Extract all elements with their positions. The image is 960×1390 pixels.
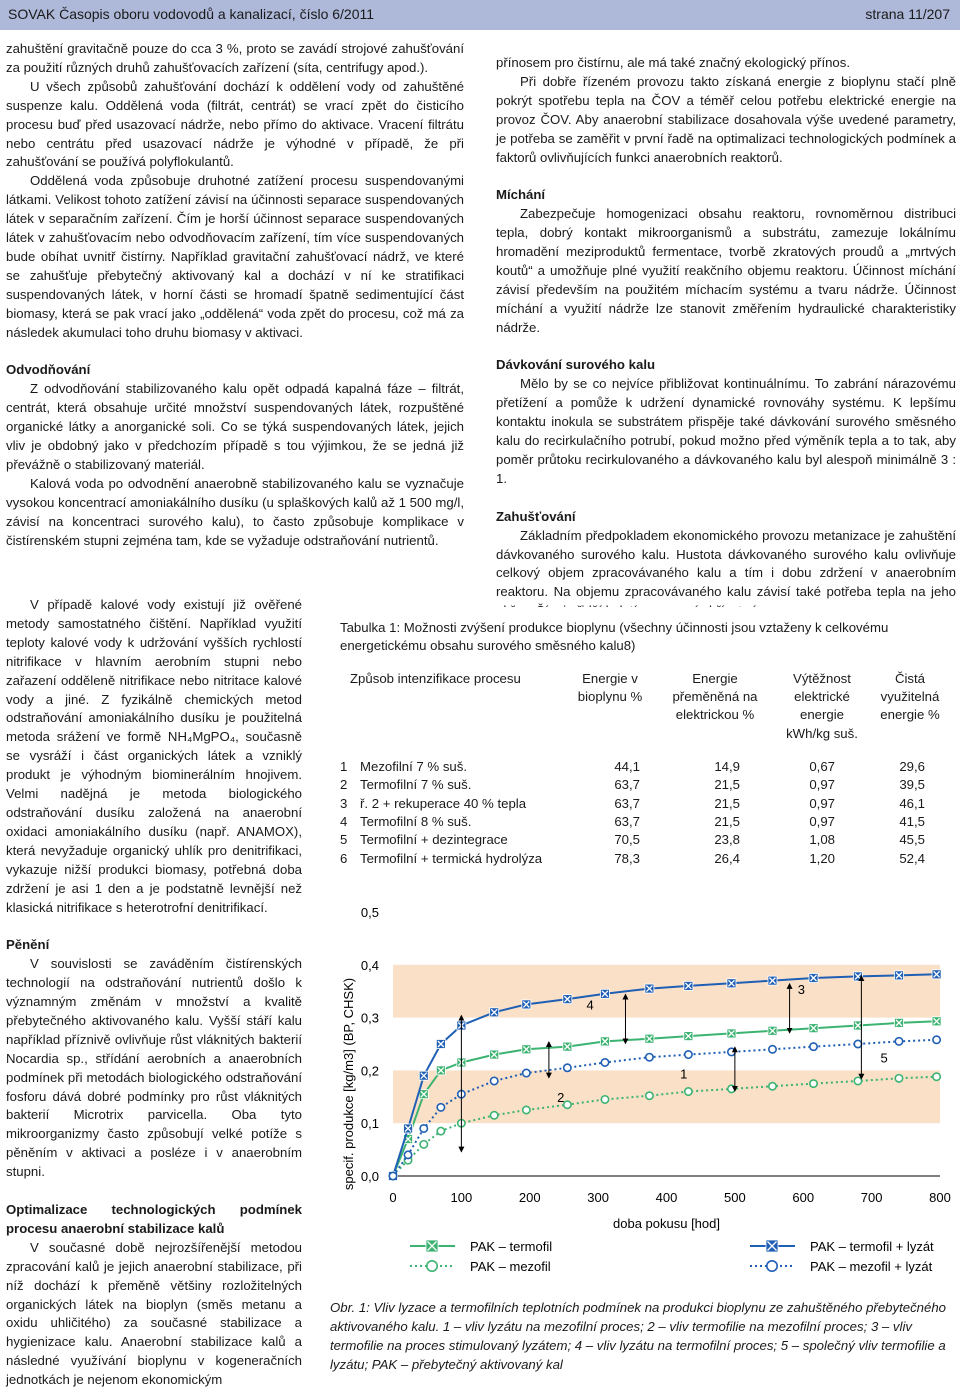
data-point <box>854 1040 861 1047</box>
data-point <box>767 1261 777 1271</box>
section-heading: Dávkování surového kalu <box>496 357 656 373</box>
data-point <box>728 1085 735 1092</box>
table-cell: 41,5 <box>899 813 925 829</box>
table-cell: 39,5 <box>899 777 925 793</box>
table-cell: 21,5 <box>714 777 740 793</box>
table-cell: 29,6 <box>899 759 925 774</box>
table-row <box>340 850 960 868</box>
x-axis-label: doba pokusu [hod] <box>613 1216 720 1231</box>
table-cell: 78,3 <box>614 850 640 866</box>
x-tick-label: 500 <box>724 1190 746 1205</box>
data-point <box>646 1092 653 1099</box>
table-cell: 2 <box>340 777 348 793</box>
figure-caption: Obr. 1: Vliv lyzace a termofilních teplotních podmínek na produkci bioplynu ze zahuštěného přebytečného aktivovaného kalu. 1 – vliv lyzátu na mezofilní proces; 2 – vliv termofilie na mezofilní proces; 3 – vliv termofilie na proces stimulovaný lyzátem; 4 – vliv lyzátu na termofilní proces; 5 – společný vliv termofilie a lyzátu; PAK – přebytečný aktivovaný kal <box>330 1300 947 1372</box>
annotation-label: 1 <box>680 1066 688 1082</box>
table-cell: 1,08 <box>809 832 835 848</box>
data-point <box>895 1038 902 1045</box>
table-cell: 63,7 <box>614 795 640 811</box>
table-cell: 0,67 <box>809 759 835 774</box>
page-header <box>0 0 960 30</box>
section-heading: Optimalizace technologických podmínek procesu anaerobní stabilizace kalů <box>6 1201 302 1236</box>
paragraph: Kalová voda po odvodnění anaerobně stabilizovaného kalu se vyznačuje vysokou koncentrací amoniakálního dusíku (u splaškových kalů až 1 500 mg/l, závisí na koncentraci surového kalu), to často způsobuje komplikace v čistírenském stupni zejména tam, kde se vyžaduje odstraňování nutrientů. <box>6 475 464 548</box>
data-point <box>437 1127 444 1134</box>
left-column <box>6 40 464 550</box>
legend-item <box>410 1259 551 1274</box>
table-header: Výtěžnost elektrické energie kWh/kg suš. <box>786 671 858 741</box>
x-tick-label: 700 <box>860 1190 883 1205</box>
table-cell: 45,5 <box>899 832 925 848</box>
table-cell: 3 <box>340 795 348 811</box>
paragraph: Základním předpokladem ekonomického provozu metanizace je zahuštění dávkovaného surového kalu. Hustota dávkovaného surového kalu ovlivňuje celkový objem zpracovávaného kalu a tím i dobu zdržení v anaerobním reaktoru. Na objemu zpracovávaného kalu závisí také potřeba tepla na jeho <box>496 527 956 600</box>
legend-item <box>410 1239 552 1254</box>
legend-item <box>750 1259 933 1274</box>
data-point <box>564 1064 571 1071</box>
data-point <box>685 1051 692 1058</box>
x-tick-label: 200 <box>518 1190 541 1205</box>
table-cell: 63,7 <box>614 777 640 793</box>
left-column-narrow <box>6 596 302 1390</box>
x-tick-label: 0 <box>389 1190 397 1205</box>
data-point <box>601 1059 608 1066</box>
section-heading: Pěnění <box>6 937 50 953</box>
data-point <box>427 1261 437 1271</box>
data-point <box>769 1046 776 1053</box>
table-cell: 1 <box>340 759 348 774</box>
data-point <box>601 1096 608 1103</box>
paragraph: V současné době nejrozšířenější metodou zpracování kalů je jejich anaerobní stabilizace, při níž dochází k přeměně většiny rozložitelných organických látek na bioplyn (směs metanu a oxidu uhličitého) za současné stabilizace a hygienizace kalu. Anaerobní stabilizace kalů a následné využívání bioplynu v kogeneračních jednotkách je nejenom ekonomickým <box>6 1239 302 1388</box>
section-heading: Zahušťování <box>496 508 576 524</box>
table-cell: 6 <box>340 850 348 866</box>
paragraph: V souvislosti se zaváděním čistírenských technologií na odstraňování nutrientů došlo k významným změnám v množství a kvalitě přebytečného aktivovaného kalu. Vyšší stáří kalu například příznivě ovlivňuje růst vláknitých bakterií Nocardia sp., střídání aerobních a anaerobních podmínek při metodách biologického odstraňování fosforu dává dobré podmínky pro růst vláknitých bakterií Microtrix parvicella. Oba tyto mikroorganizmy často způsobují velké potíže s pěněním v aktivaci a posléze i v anaerobním stupni. <box>6 956 302 1180</box>
section-heading: Odvodňování <box>6 362 91 378</box>
data-point <box>728 1048 735 1055</box>
y-axis-label: specif. produkce [kg/m3] (BP, CHSK) <box>341 977 356 1191</box>
x-tick-label: 300 <box>587 1190 609 1205</box>
data-point <box>523 1069 530 1076</box>
data-point <box>895 1075 902 1082</box>
data-point <box>420 1125 427 1132</box>
table-cell: 52,4 <box>899 850 925 866</box>
line-chart <box>330 880 960 1300</box>
table-cell: 14,9 <box>714 759 740 774</box>
table-caption: Tabulka 1: Možnosti zvýšení produkce bioplynu (všechny účinnosti jsou vztaženy k celkovému energetickému obsahu surového směsného kalu8) <box>340 620 889 654</box>
data-point <box>933 1073 940 1080</box>
table-cell: 44,1 <box>614 759 640 774</box>
annotation-label: 4 <box>586 997 594 1013</box>
data-point <box>420 1141 427 1148</box>
x-tick-label: 100 <box>450 1190 473 1205</box>
table-row <box>340 795 960 813</box>
annotation-label: 2 <box>557 1090 565 1106</box>
table-header: Energie v bioplynu % <box>577 671 643 705</box>
table-row <box>340 813 960 831</box>
table-cell: 4 <box>340 813 348 829</box>
paragraph: Z odvodňování stabilizovaného kalu opět odpadá kapalná fáze – filtrát, centrát, která obsahuje určité množství suspendovaných látek, rozpuštěné organické látky a anorganické soli. Co se týká suspendovaných látek, jejich vliv je obdobný jako v předchozím případě s tou výjimkou, že se jedná již převážně o stabilizovaný materiál. <box>6 381 464 472</box>
data-point <box>404 1151 411 1158</box>
paragraph: Oddělená voda způsobuje druhotné zatížení procesu suspendovanými látkami. Velikost tohoto zatížení závisí na účinnosti separace suspendovaných látek v separačním zařízení. Čím je horší účinnost separace suspendovaných látek v zahušťovacím nebo odvodňovacím zařízení, tím více suspendovaných bude obíhat uvnitř čistírny. Například gravitační zahušťovací nádrž, ve které se zahušťuje přebytečný aktivovaný kal a dochází v ní ke stratifikaci suspendovaných látek, v horní části se hromadí špatně sedimentující část biomasy, která se pak vrací jako „oddělená“ voda zpět do procesu, což má za následek akumulaci toho druhu biomasy v aktivaci. <box>6 173 464 340</box>
table-cell: 23,8 <box>714 832 740 848</box>
data-point <box>769 1083 776 1090</box>
y-tick-label: 0,2 <box>360 1063 379 1079</box>
section-heading: Míchání <box>496 187 546 203</box>
table-row <box>340 758 960 776</box>
table-cell: 21,5 <box>714 795 740 811</box>
y-tick-label: 0,3 <box>360 1010 379 1026</box>
data-point <box>685 1088 692 1095</box>
data-point <box>933 1036 940 1043</box>
table-cell: Termofilní 8 % suš. <box>360 813 472 829</box>
table-cell: 0,97 <box>809 813 835 829</box>
y-tick-label: 0,0 <box>360 1169 379 1184</box>
data-point <box>810 1080 817 1087</box>
table-cell: ř. 2 + rekuperace 40 % tepla <box>360 795 527 811</box>
journal-title: SOVAK Časopis oboru vodovodů a kanalizací, číslo 6/2011 <box>8 6 375 22</box>
data-point <box>810 1043 817 1050</box>
data-point <box>490 1112 497 1119</box>
page-number: strana 11/207 <box>865 6 950 22</box>
table-cell: Termofilní 7 % suš. <box>360 777 472 793</box>
paragraph: přínosem pro čistírnu, ale má také značný ekologický přínos. <box>496 55 851 70</box>
table-cell: 0,97 <box>809 777 835 793</box>
table-cell: Termofilní + dezintegrace <box>360 832 508 848</box>
legend-label: PAK – termofil <box>470 1239 553 1254</box>
table-cell: 1,20 <box>809 850 835 866</box>
y-tick-label: 0,4 <box>360 957 379 973</box>
table-cell: 46,1 <box>899 795 925 811</box>
table-row <box>340 776 960 794</box>
right-column <box>496 54 956 621</box>
legend-label: PAK – termofil + lyzát <box>810 1239 934 1254</box>
table-cell: 70,5 <box>614 832 640 848</box>
y-tick-label: 0,5 <box>360 905 379 920</box>
table-cell: 0,97 <box>809 795 835 811</box>
table-cell: 63,7 <box>614 813 640 829</box>
table-cell: 21,5 <box>714 813 740 829</box>
table-cell: 5 <box>340 832 348 848</box>
data-point <box>437 1104 444 1111</box>
table-header: Čistá využitelná energie % <box>880 671 940 723</box>
paragraph: Při dobře řízeném provozu takto získaná energie z bioplynu stačí plně pokrýt spotřebu tepla na ČOV a téměř celou potřebu elektrické energie na provoz ČOV. Aby anaerobní stabilizace dosahovala výše uvedené parametry, je potřeba se zaměřit v první řadě na optimalizaci technologických podmínek a faktorů ovlivňujících funkci anaerobních reaktorů. <box>496 73 956 165</box>
paragraph: Mělo by se co nejvíce přibližovat kontinuálnímu. To zabrání nárazovému přetížení a pomůže k udržení dynamické rovnováhy systému. K lepšímu kontaktu inokula se substrátem přispěje také dávkování surového směsného kalu do recirkulačního potrubí, pokud možno před výměník tepla a to tak, aby poměr průtoku recirkulovaného a dávkovaného kalu byl alespoň minimálně 3 : 1. <box>496 376 956 486</box>
paragraph: V případě kalové vody existují již ověřené metody samostatného čištění. Například využití teploty kalové vody k udržování vyšších rychlostí nitrifikace v hlavním aerobním stupni nebo zařazení odděleně nitrifikace nebo nitritace kalové vody a jiné. Z fyzikálně chemických metod odstraňování amoniakálního dusíku je použitelná metoda srážení ve formě NH₄MgPO₄, současně se vysráží i část organických látek a vzniklý produkt je výhodným biominerálním hnojivem. Velmi nadějná je metoda biologického odstraňování dusíku založená na anaerobní oxidaci amoniakálního dusíku (např. ANAMOX), která nevyžaduje organický uhlík pro denitrifikaci, vykazuje nižší produkci biomasy, potřebná doba zdržení je asi 1 den a je podstatně levnější než klasická nitrifikace s heterotrofní denitrifikací. <box>6 597 302 915</box>
legend-label: PAK – mezofil <box>470 1259 551 1274</box>
table-header: Způsob intenzifikace procesu <box>350 671 521 686</box>
paragraph: Zabezpečuje homogenizaci obsahu reaktoru, rovnoměrnou distribuci tepla, dobrý kontakt mikroorganismů a substrátu, zamezuje lokálnímu hromadění meziproduktů fermentace, tvorbě zkratových proudů a „mrtvých koutů“ a umožňuje plné využití reakčního objemu reaktoru. Účinnost míchání závisí především na použitém míchacím systému a tvaru nádrže. Účinnost míchání a využití nádrže lze stanovit změřením hydraulické charakteristiky nádrže. <box>496 206 956 335</box>
data-point <box>490 1077 497 1084</box>
paragraph: zahuštění gravitačně pouze do cca 3 %, proto se zavádí strojové zahušťování za použití různých druhů zahušťovacích zařízení (síta, centrifugy apod.). <box>6 41 464 75</box>
table-cell: Mezofilní 7 % suš. <box>360 759 468 774</box>
legend-item <box>750 1239 934 1254</box>
x-tick-label: 400 <box>655 1190 678 1205</box>
data-point <box>523 1106 530 1113</box>
y-tick-label: 0,1 <box>360 1116 379 1132</box>
table-cell: Termofilní + termická hydrolýza <box>360 850 543 866</box>
table-header: Energie přeměněná na elektrickou % <box>672 671 758 723</box>
data-point <box>389 1172 396 1179</box>
table-row <box>340 831 960 849</box>
x-tick-label: 800 <box>929 1190 951 1205</box>
paragraph: U všech způsobů zahušťování dochází k oddělení vody od zahuštěné suspenze kalu. Oddělená voda (filtrát, centrát) se vrací zpět do čisticího procesu buď před usazovací nádrže, nebo přímo do aktivace. Vracení filtrátu nebo centrátu před usazovací nádrže je výhodné v případě, že při zahušťování se používá polyflokulantů. <box>6 78 464 170</box>
annotation-label: 5 <box>880 1050 888 1066</box>
data-point <box>854 1077 861 1084</box>
data-point <box>564 1101 571 1108</box>
data-point <box>646 1054 653 1061</box>
legend-label: PAK – mezofil + lyzát <box>810 1259 933 1274</box>
table-cell: 26,4 <box>714 850 740 866</box>
x-tick-label: 600 <box>792 1190 815 1205</box>
annotation-label: 3 <box>797 981 806 997</box>
